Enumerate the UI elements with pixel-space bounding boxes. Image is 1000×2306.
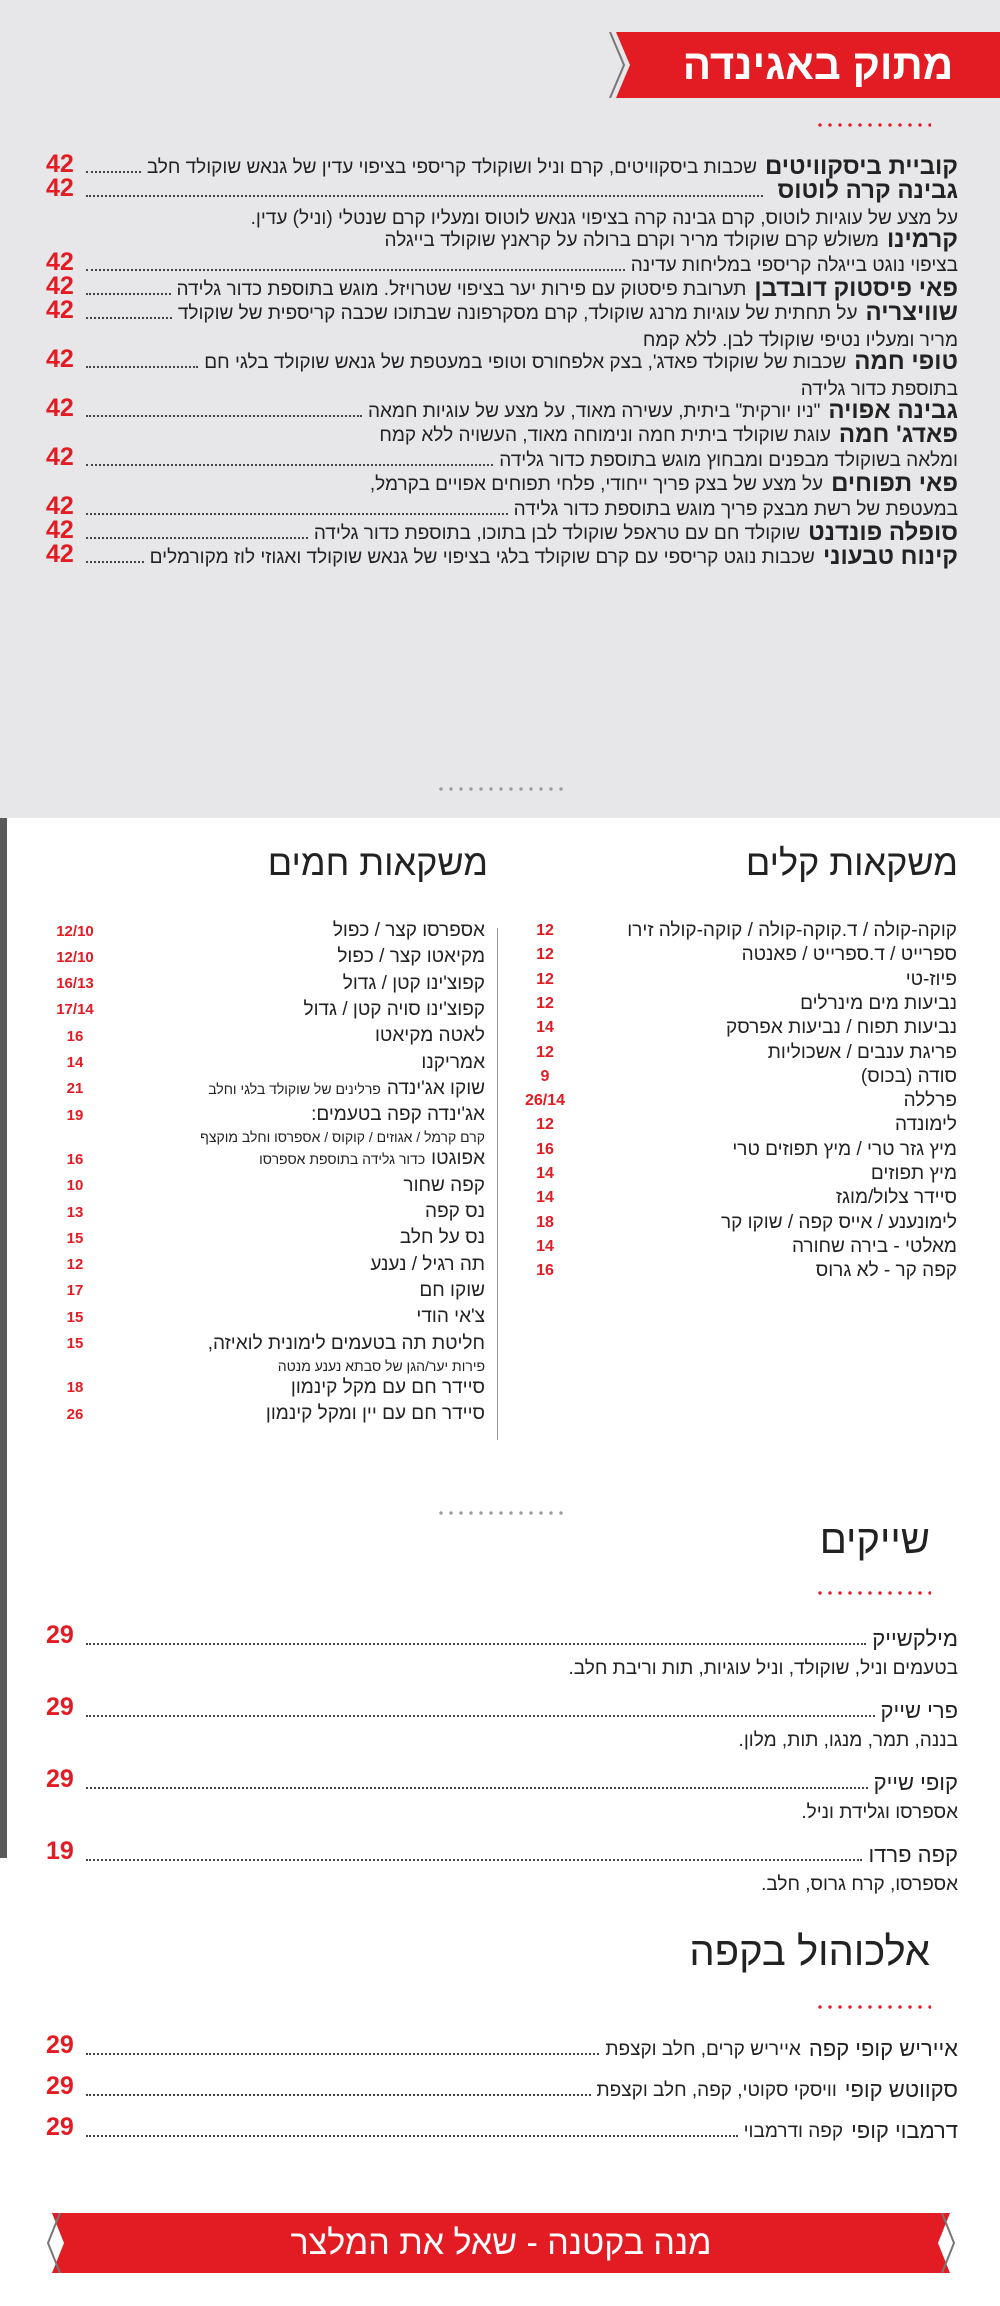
drink-price: 12 [536,946,554,964]
dessert-desc-continued: בתוספת כדור גלידה [800,378,958,400]
shake-price: 29 [46,1765,74,1793]
drink-name: נס על חלב [399,1227,485,1249]
dessert-title-banner [608,32,1000,98]
drink-price: 16 [536,1140,554,1158]
drink-name: תה רגיל / נענע [370,1253,485,1275]
dessert-name: גבינה קרה לוטוס [777,177,958,205]
leader-dots [86,1643,866,1645]
leader-dots [86,2094,591,2096]
leader-dots [86,1787,868,1789]
shake-desc: בטעמים וניל, שוקולד, וניל עוגיות, תות וריבת חלב. [568,1658,958,1679]
dessert-price: 42 [46,491,74,520]
leader-dots [86,1859,862,1861]
drink-name-wrap [110,1052,485,1074]
drink-name: סיידר צלול/מוגז [835,1187,957,1209]
leader-dots [86,2135,738,2137]
drink-name: סיידר חם עם יין ומקל קינמון [265,1403,485,1425]
drink-price: 14 [536,1189,554,1207]
side-edge-bar [0,818,7,1858]
drink-price: 19 [66,1106,84,1124]
drink-name: מקיאטו קצר / כפול [337,946,485,968]
footer-banner-text: מנה בקטנה - שאל את המלצר [290,2224,712,2262]
drink-name-wrap [110,1306,485,1328]
section-divider [436,787,566,791]
drink-name: מיץ תפוזים [870,1163,957,1184]
drink-name-wrap [110,1201,485,1223]
hot-drink-note [40,1128,485,1146]
alcohol-item [46,2112,958,2144]
hot-drink-item [40,1278,485,1304]
drink-name: מיץ גזר טרי / מיץ תפוזים טרי [732,1138,957,1160]
footer-banner [46,2213,956,2273]
hot-drink-item [40,1375,485,1401]
drink-name: קפוצ'ינו קטן / גדול [342,972,485,994]
drink-name: שוקו אג'ינדה [386,1077,485,1099]
shake-item [46,1692,958,1724]
title-divider [815,1591,931,1595]
leader-dots [86,195,763,197]
dessert-price: 42 [46,516,74,544]
drink-price: 18 [536,1213,554,1231]
drink-name: פיוז-טי [905,968,957,990]
drink-name-wrap [110,1227,485,1249]
drink-name-wrap [110,1403,485,1425]
hot-drink-item [40,1173,485,1199]
drink-price: 12/10 [56,922,94,940]
drink-name: נביעות תפוח / נביעות אפרסק [726,1017,957,1039]
shake-desc: אספרסו וגלידת וניל. [801,1802,958,1823]
dessert-price: 42 [46,394,74,422]
alcohol-item [46,2071,958,2103]
column-divider [497,928,498,1440]
drink-price: 12 [66,1256,84,1274]
shake-desc: אספרסו, קרח גרוס, חלב. [761,1874,958,1895]
drink-price: 21 [66,1080,84,1098]
dessert-name: פאי תפוחים [831,470,958,498]
dessert-name: שוויצריה [865,299,958,327]
drink-name-wrap [110,973,485,995]
drink-name: קפה קר - לא גרוס [815,1260,957,1282]
shake-name: קופי שייק [873,1770,958,1795]
alcohol-price: 29 [46,2031,74,2059]
drink-name: סודה (בכוס) [860,1065,957,1087]
drink-name: ספרייט / ד.ספרייט / פאנטה [741,944,957,966]
dessert-name: טופי חמה [854,348,958,376]
drink-price: 15 [66,1229,84,1247]
drink-name-wrap [110,1333,485,1355]
alcohol-desc: אייריש קרים, חלב וקצפת [605,2039,801,2060]
alcohol-price: 29 [46,2113,74,2141]
hot-drink-item [40,918,485,944]
hot-drink-item [40,971,485,997]
shake-price: 19 [46,1837,74,1865]
dessert-name: קוביית ביסקוויטים [764,153,958,180]
cold-drinks-title: משקאות קלים [745,842,958,883]
hot-drinks-title: משקאות חמים [267,842,488,883]
drink-name: פרללה [903,1090,957,1112]
drink-name: חליטת תה בטעמים לימונית לואיזה, [207,1332,485,1354]
shake-price: 29 [46,1693,74,1721]
drink-price: 18 [66,1379,84,1397]
drink-price: 14 [536,1019,554,1037]
drink-name: קפוצ'ינו סויה קטן / גדול [303,998,485,1020]
hot-drink-item [40,1225,485,1251]
drink-name: אמריקנו [421,1051,485,1073]
dessert-item [46,293,958,327]
shake-desc: בננה, תמר, מנגו, תות, מלון. [738,1730,958,1751]
drink-name-wrap [110,946,485,968]
dessert-price: 42 [46,150,74,178]
dessert-desc: שוקולד חם עם טראפל שוקולד לבן בתוכו, בתוספת כדור גלידה [313,523,801,544]
drink-price: 14 [536,1165,554,1182]
cold-drink-item [510,1256,957,1286]
hot-drink-item [40,944,485,970]
leader-dots [86,2053,599,2055]
dessert-price: 42 [46,345,74,374]
drink-price: 10 [66,1177,84,1195]
section-divider [436,1511,566,1515]
drink-name-wrap [110,1025,485,1047]
dessert-price: 42 [46,174,74,203]
drink-name-wrap [110,1078,485,1100]
dessert-name: סופלה פונדנט [808,519,958,546]
hot-drink-item [40,1076,485,1102]
hot-drink-item [40,1023,485,1049]
drink-price: 15 [66,1308,84,1326]
leader-dots [86,317,172,319]
drink-name: פריגת ענבים / אשכוליות [767,1041,957,1063]
drink-price: 14 [536,1237,554,1255]
dessert-desc: בציפוי נוגט בייגלה קריספי במליחות עדינה [630,254,958,276]
dessert-price: 42 [46,296,74,325]
drink-name: קפה שחור [403,1174,485,1196]
drink-note: פירות יער/הגן של סבתא נענע מנטה [277,1357,485,1374]
drink-price: 26/14 [524,1092,566,1110]
drink-name: אספרסו קצר / כפול [332,920,485,941]
dessert-price: 42 [46,540,74,569]
drink-name-wrap [110,999,485,1021]
drink-name: לימונדה [894,1114,957,1136]
alcohol-desc: קפה ודרמבוי [743,2121,844,2142]
drink-price: 16 [66,1027,84,1045]
dessert-price: 42 [46,247,74,276]
drink-name: לימונענע / אייס קפה / שוקו קר [720,1211,957,1233]
drink-price: 14 [66,1054,84,1071]
hot-drink-item [40,1331,485,1357]
drink-name: סיידר חם עם מקל קינמון [290,1376,485,1398]
drink-name-wrap [110,1377,485,1399]
dessert-desc: במעטפת של רשת מבצק פריך מוגש בתוספת כדור גלידה [513,498,958,520]
title-divider [815,2005,931,2009]
hot-drink-item [40,997,485,1023]
dessert-price: 42 [46,442,74,471]
alcohol-item [46,2030,958,2062]
dessert-desc: שכבות ביסקוויטים, קרם וניל ושוקולד קריספי בציפוי עדין של גנאש שוקולד חלב [146,157,757,178]
drink-name-wrap [110,1280,485,1302]
drink-name: צ'אי הודי [416,1306,485,1328]
dessert-desc: ומלאה בשוקולד מבפנים ומבחוץ מוגש בתוספת כדור גלידה [499,449,958,471]
hot-drink-item [40,1252,485,1278]
dessert-name: גבינה אפויה [828,397,958,424]
hot-drink-item [40,1102,485,1128]
drink-price: 12 [536,994,554,1012]
drink-price: 13 [66,1203,84,1221]
drink-price: 16/13 [56,975,94,993]
shake-name: מילקשייק [872,1626,958,1651]
leader-dots [86,366,198,368]
drink-name: נס קפה [425,1201,485,1222]
drink-price: 15 [66,1335,84,1352]
drink-price: 17/14 [56,1001,94,1019]
drink-name: קוקה-קולה / ד.קוקה-קולה / קוקה-קולה זירו [627,920,957,941]
drink-name: מאלטי - בירה שחורה [791,1235,957,1257]
drink-name-wrap [110,920,485,942]
shake-name: קפה פרדו [868,1842,958,1867]
drink-name: נביעות מים מינרלים [800,992,957,1014]
drink-price: 9 [540,1067,550,1085]
banner-chevron-icon [608,32,638,98]
drink-price: 17 [66,1282,84,1300]
shake-item [46,1764,958,1796]
alcohol-price: 29 [46,2072,74,2100]
drink-price: 12 [536,1043,554,1061]
hot-drink-item [40,1401,485,1427]
shake-name: פרי שייק [880,1698,958,1723]
drink-name-wrap [110,1175,485,1197]
dessert-desc: שכבות נוגט קריספי עם קרם שוקולד בלגי בציפוי של גנאש שוקולד ואגוזי לוז מקורמלים [149,547,815,569]
dessert-desc: משולש קרם שוקולד מריר וקרם ברולה על קראנץ שוקולד בייגלה [384,230,879,252]
dessert-price: 42 [46,272,74,300]
leader-dots [86,561,144,563]
drink-price: 12 [536,970,554,988]
dessert-desc-continued: מריר ומעליו נטיפי שוקולד לבן. ללא קמח [642,329,958,351]
shakes-title: שייקים [819,1518,930,1562]
title-divider [815,123,931,127]
drink-name-wrap [110,1104,485,1126]
drink-subtitle: כדור גלידה בתוספת אספרסו [259,1151,426,1168]
dessert-desc: "ניו יורקית" ביתית, עשירה מאוד, על מצע של עוגיות חמאה [367,401,821,422]
drink-price: 12/10 [56,948,94,966]
drink-name: שוקו חם [419,1279,485,1301]
alcohol-name: דרמבוי קופי [851,2118,958,2143]
drink-note: קרם קרמל / אגוזים / קוקוס / אספרסו וחלב מוקצף [200,1129,485,1146]
dessert-item [46,537,958,571]
dessert-desc: עוגת שוקולד ביתית חמה ונימוחה מאוד, העשויה ללא קמח [379,425,831,447]
dessert-desc-continued: על מצע של עוגיות לוטוס, קרם גבינה קרה בציפוי גנאש לוטוס ומעליו קרם שנטלי (וניל) עדין. [250,207,958,229]
leader-dots [86,1715,875,1717]
hot-drink-item [40,1050,485,1076]
alcohol-name: אייריש קופי קפה [808,2036,958,2061]
drink-price: 12 [536,1116,554,1134]
drink-price: 16 [66,1150,84,1168]
dessert-name: קינוח טבעוני [822,543,958,571]
dessert-item [46,171,958,205]
dessert-name: פאי פיסטוק דובדבן [754,275,958,302]
drink-price: 16 [536,1262,554,1280]
alcohol-name: סקווטש קופי [844,2077,958,2102]
dessert-title: מתוק באגינדה [682,41,954,88]
drink-name: לאטה מקיאטו [374,1025,485,1047]
dessert-desc: על תחתית של עוגיות מרנג שוקולד, קרם מסקרפונה שבתוכו שכבה קריספית של שוקולד [177,303,858,325]
dessert-name: פאדג' חמה [838,421,958,449]
shake-item [46,1836,958,1868]
drink-subtitle: פרלינים של שוקולד בלגי וחלב [208,1080,381,1097]
drink-name: אג'ינדה קפה בטעמים: [311,1104,485,1126]
dessert-item [46,342,958,376]
dessert-desc: שכבות של שוקולד פאדג', בצק אלפחורס וטופי במעטפת של גנאש שוקולד בלגי חם [204,352,847,374]
shake-price: 29 [46,1621,74,1649]
hot-drink-note [40,1357,485,1375]
shake-item [46,1620,958,1652]
drink-price: 12 [536,922,554,939]
hot-drink-item [40,1304,485,1330]
drink-name-wrap [110,1148,485,1170]
hot-drink-item [40,1199,485,1225]
dessert-desc: תערובת פיסטוק עם פירות יער בציפוי שטרויזל. מוגש בתוספת כדור גלידה [176,279,747,300]
dessert-name: קרמינו [886,226,958,254]
drink-price: 26 [66,1405,84,1423]
dessert-desc: על מצע של בצק פריך ייחודי, פלחי תפוחים אפויים בקרמל, [369,474,824,496]
alcohol-title: אלכוהול בקפה [689,1930,930,1974]
drink-name-wrap [110,1254,485,1276]
drink-name: אפוגטו [431,1148,485,1170]
hot-drink-item [40,1146,485,1172]
alcohol-desc: וויסקי סקוטי, קפה, חלב וקצפת [596,2080,837,2101]
